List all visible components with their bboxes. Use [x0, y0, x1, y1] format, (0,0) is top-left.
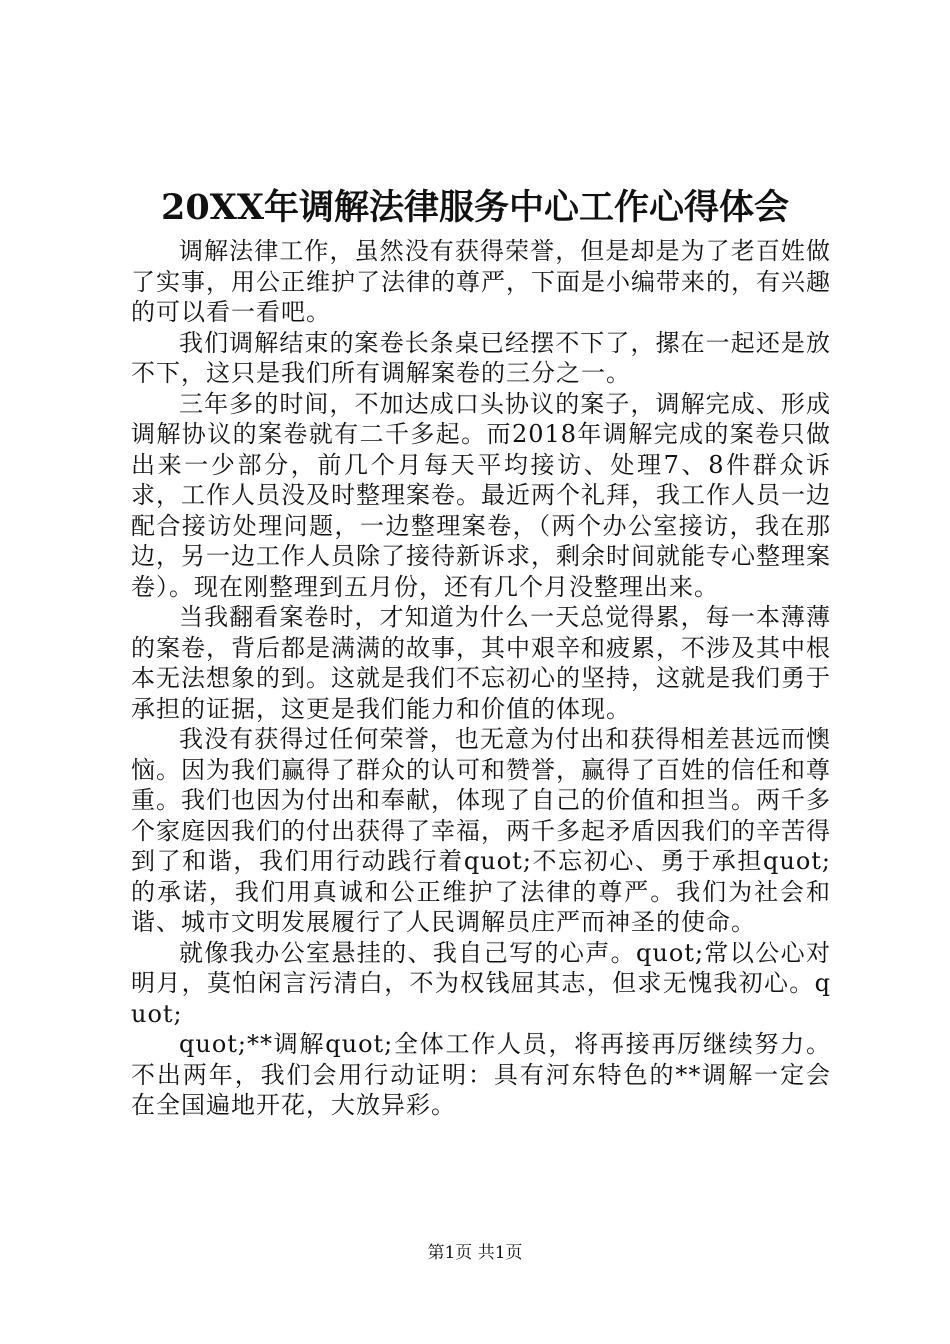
paragraph: 我们调解结束的案卷长条桌已经摆不下了，摞在一起还是放不下，这只是我们所有调解案卷的三分之一。 [131, 328, 831, 387]
paragraph: 就像我办公室悬挂的、我自己写的心声。quot;常以公心对明月，莫怕闲言污清白，不为权钱屈其志，但求无愧我初心。quot; [131, 938, 831, 1028]
paragraph: quot;**调解quot;全体工作人员，将再接再厉继续努力。不出两年，我们会用行动证明：具有河东特色的**调解一定会在全国遍地开花，大放异彩。 [131, 1030, 831, 1119]
document-body [131, 236, 831, 1121]
page-footer: 第1页 共1页 [427, 1243, 523, 1263]
paragraph: 当我翻看案卷时，才知道为什么一天总觉得累，每一本薄薄的案卷，背后都是满满的故事，其中艰辛和疲累，不涉及其中根本无法想象的到。这就是我们不忘初心的坚持，这就是我们勇于承担的证据，这更是我们能力和价值的体现。 [131, 603, 831, 723]
paragraph: 三年多的时间，不加达成口头协议的案子，调解完成、形成调解协议的案卷就有二千多起。而2018年调解完成的案卷只做出来一少部分，前几个月每天平均接访、处理7、8件群众诉求，工作人员没及时整理案卷。最近两个礼拜，我工作人员一边配合接访处理问题，一边整理案卷，（两个办公室接访，我在那边，另一边工作人员除了接待新诉求，剩余时间就能专心整理案卷）。现在刚整理到五月份，还有几个月没整理出来。 [131, 389, 831, 601]
document-title: 20XX年调解法律服务中心工作心得体会 [160, 187, 790, 228]
paragraph: 调解法律工作，虽然没有获得荣誉，但是却是为了老百姓做了实事，用公正维护了法律的尊严，下面是小编带来的，有兴趣的可以看一看吧。 [131, 237, 831, 326]
paragraph: 我没有获得过任何荣誉，也无意为付出和获得相差甚远而懊恼。因为我们赢得了群众的认可和赞誉，赢得了百姓的信任和尊重。我们也因为付出和奉献，体现了自己的价值和担当。两千多个家庭因我们的付出获得了幸福，两千多起矛盾因我们的辛苦得到了和谐，我们用行动践行着quot;不忘初心、勇于承担quot;的承诺，我们用真诚和公正维护了法律的尊严。我们为社会和谐、城市文明发展履行了人民调解员庄严而神圣的使命。 [131, 725, 831, 936]
